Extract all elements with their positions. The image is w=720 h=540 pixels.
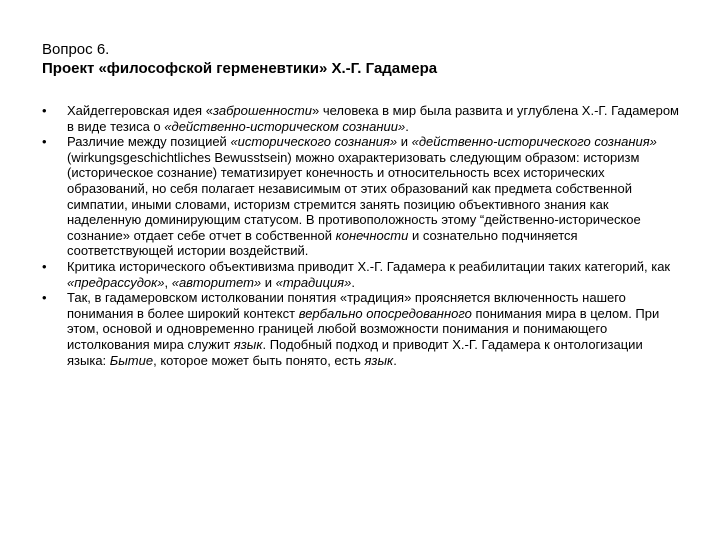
bullet-item — [42, 134, 682, 259]
italic-text-segment: «авторитет» — [171, 274, 262, 290]
bullet-text — [67, 259, 670, 290]
italic-text-segment: конечности — [335, 227, 409, 243]
bullet-dot-icon: • — [42, 290, 47, 306]
bullet-list — [42, 103, 682, 368]
italic-text-segment: «предрассудок» — [67, 274, 165, 290]
italic-text-segment: «традиция» — [275, 274, 352, 290]
text-segment: и сознательно подчиняется соответствующей истории воздействий. — [67, 227, 578, 259]
italic-text-segment: Бытие — [109, 352, 154, 368]
italic-text-segment: «действенно-исторического сознания» — [411, 134, 657, 150]
text-segment: и — [397, 134, 412, 150]
text-segment: понимания мира в целом. При этом, основой и одновременно границей любой возможности понимания и понимающего истолкования мира служит — [67, 305, 660, 352]
text-segment: (wirkungsgeschichtliches Bewusstsein) можно охарактеризовать следующим образом: историзм (историческое сознание) тематизирует конечность и относительность всех исторических образований, но себя полагает независимым от этих образований как предмета собственной симпатии, иными словами, историзм стремится занять позицию объективного знания как наделенную доминирующим статусом. В противоположность этому “действенно-историческое сознание» отдает себе отчет в собственной — [67, 149, 641, 243]
italic-text-segment: заброшенности — [212, 103, 312, 118]
bullet-dot-icon: • — [42, 258, 47, 274]
text-segment: и — [261, 274, 276, 290]
bullet-item — [42, 290, 682, 368]
bullet-item — [42, 103, 682, 134]
text-segment: , — [164, 274, 172, 290]
italic-text-segment: язык — [364, 352, 394, 368]
bullet-dot-icon: • — [42, 103, 47, 118]
text-segment: , которое может быть понято, есть — [153, 352, 365, 368]
italic-text-segment: вербально опосредованного — [298, 305, 472, 321]
topic-heading: Проект «философской герменевтики» Х.-Г. Гадамера — [42, 60, 438, 77]
italic-text-segment: язык — [233, 336, 263, 352]
text-segment: Хайдеггеровская идея « — [67, 103, 213, 118]
bullet-text — [67, 134, 657, 258]
text-segment: Различие между позицией — [67, 134, 231, 150]
italic-text-segment: «исторического сознания» — [230, 134, 398, 150]
question-number: Вопрос 6. — [42, 41, 110, 58]
bullet-item — [42, 259, 682, 290]
text-segment: . — [405, 118, 409, 134]
bullet-dot-icon: • — [42, 134, 47, 150]
text-segment: Критика исторического объективизма приводит Х.-Г. Гадамера к реабилитации таких категорий, как — [67, 258, 671, 274]
text-segment: Так, в гадамеровском истолковании понятия «традиция» проясняется включенность нашего понимания в более широкий контекст — [67, 290, 626, 321]
text-segment: . — [393, 352, 397, 368]
text-segment: » человека в мир была развита и углублена Х.-Г. Гадамером в виде тезиса о — [67, 103, 679, 134]
bullet-text — [67, 103, 679, 134]
text-segment: . Подобный подход и приводит Х.-Г. Гадамера к онтологизации языка: — [67, 336, 643, 368]
italic-text-segment: «действенно-историческом сознании» — [164, 118, 406, 134]
slide-title — [42, 40, 682, 78]
text-segment: . — [351, 274, 355, 290]
bullet-text — [67, 290, 659, 367]
